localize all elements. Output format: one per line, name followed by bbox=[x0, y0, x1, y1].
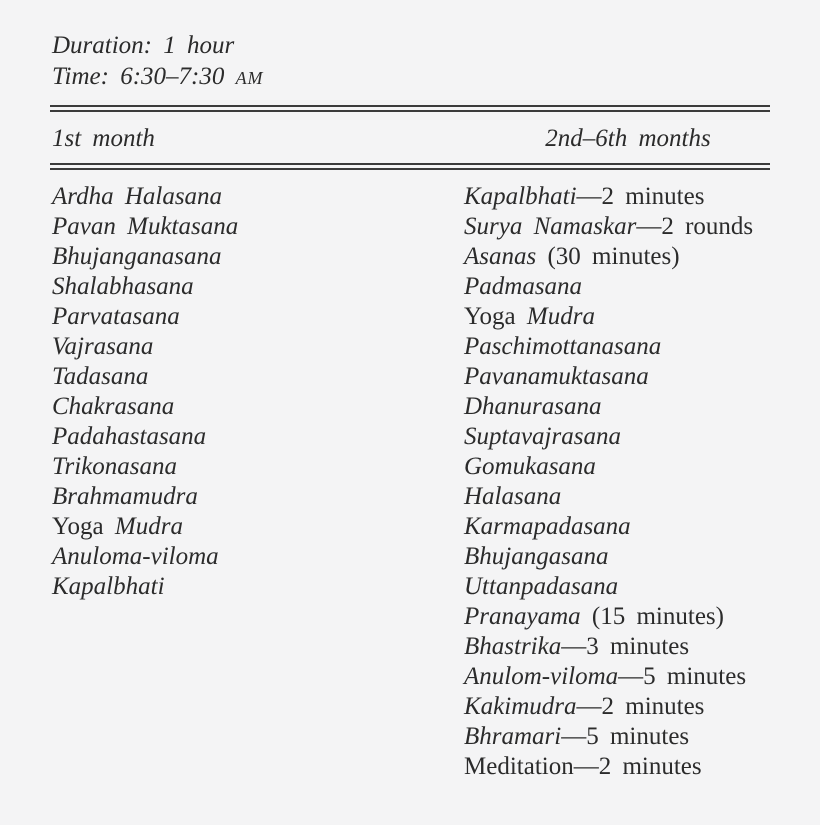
time-text: Time: 6:30–7:30 bbox=[52, 63, 236, 90]
list-item: Padahastasana bbox=[52, 423, 207, 450]
column-headers bbox=[50, 112, 770, 163]
list-item: Asanas (30 minutes) bbox=[464, 243, 680, 270]
list-item: Trikonasana bbox=[52, 453, 178, 480]
list-item: Anulom-viloma—5 minutes bbox=[464, 663, 747, 690]
list-item: Bhramari—5 minutes bbox=[464, 723, 690, 750]
list-item: Anuloma-viloma bbox=[52, 543, 219, 570]
list-item: Kapalbhati bbox=[52, 573, 165, 600]
mid-double-rule bbox=[50, 163, 770, 170]
list-item: Kakimudra—2 minutes bbox=[464, 693, 705, 720]
list-item: Karmapadasana bbox=[464, 513, 631, 540]
list-item: Brahmamudra bbox=[52, 483, 198, 510]
list-item: Shalabhasana bbox=[52, 273, 194, 300]
list-item: Yoga Mudra bbox=[52, 513, 183, 540]
list-item: Gomukasana bbox=[464, 453, 596, 480]
list-item: Chakrasana bbox=[52, 393, 175, 420]
list-item: Bhastrika—3 minutes bbox=[464, 633, 690, 660]
list-item: Paschimottanasana bbox=[464, 333, 662, 360]
am-smallcaps: AM bbox=[235, 68, 264, 88]
list-item: Bhujangasana bbox=[464, 543, 609, 570]
list-item: Yoga Mudra bbox=[464, 303, 595, 330]
list-item: Padmasana bbox=[464, 273, 583, 300]
time-line bbox=[52, 61, 770, 94]
list-item: Ardha Halasana bbox=[52, 183, 223, 210]
column-header-2nd-6th-months: 2nd–6th months bbox=[545, 125, 711, 152]
list-item: Pavan Muktasana bbox=[52, 213, 239, 240]
list-item: Uttanpadasana bbox=[464, 573, 619, 600]
top-double-rule bbox=[50, 105, 770, 112]
list-item: Pavanamuktasana bbox=[464, 363, 649, 390]
column-header-1st-month: 1st month bbox=[52, 125, 155, 152]
list-item: Kapalbhati—2 minutes bbox=[464, 183, 705, 210]
list-item: Suptavajrasana bbox=[464, 423, 621, 450]
first-month-list bbox=[50, 182, 464, 782]
list-item: Parvatasana bbox=[52, 303, 180, 330]
list-item: Dhanurasana bbox=[464, 393, 602, 420]
table-body bbox=[50, 182, 770, 782]
months-2-6-list bbox=[464, 182, 770, 782]
list-item: Bhujanganasana bbox=[52, 243, 222, 270]
duration-text: Duration: 1 hour bbox=[52, 32, 235, 59]
list-item: Meditation—2 minutes bbox=[464, 753, 702, 780]
duration-line bbox=[52, 30, 770, 61]
list-item: Tadasana bbox=[52, 363, 149, 390]
schedule-table bbox=[50, 0, 770, 782]
list-item: Halasana bbox=[464, 483, 562, 510]
list-item: Surya Namaskar—2 rounds bbox=[464, 213, 754, 240]
list-item: Vajrasana bbox=[52, 333, 154, 360]
list-item: Pranayama (15 minutes) bbox=[464, 603, 724, 630]
schedule-meta bbox=[50, 30, 770, 94]
